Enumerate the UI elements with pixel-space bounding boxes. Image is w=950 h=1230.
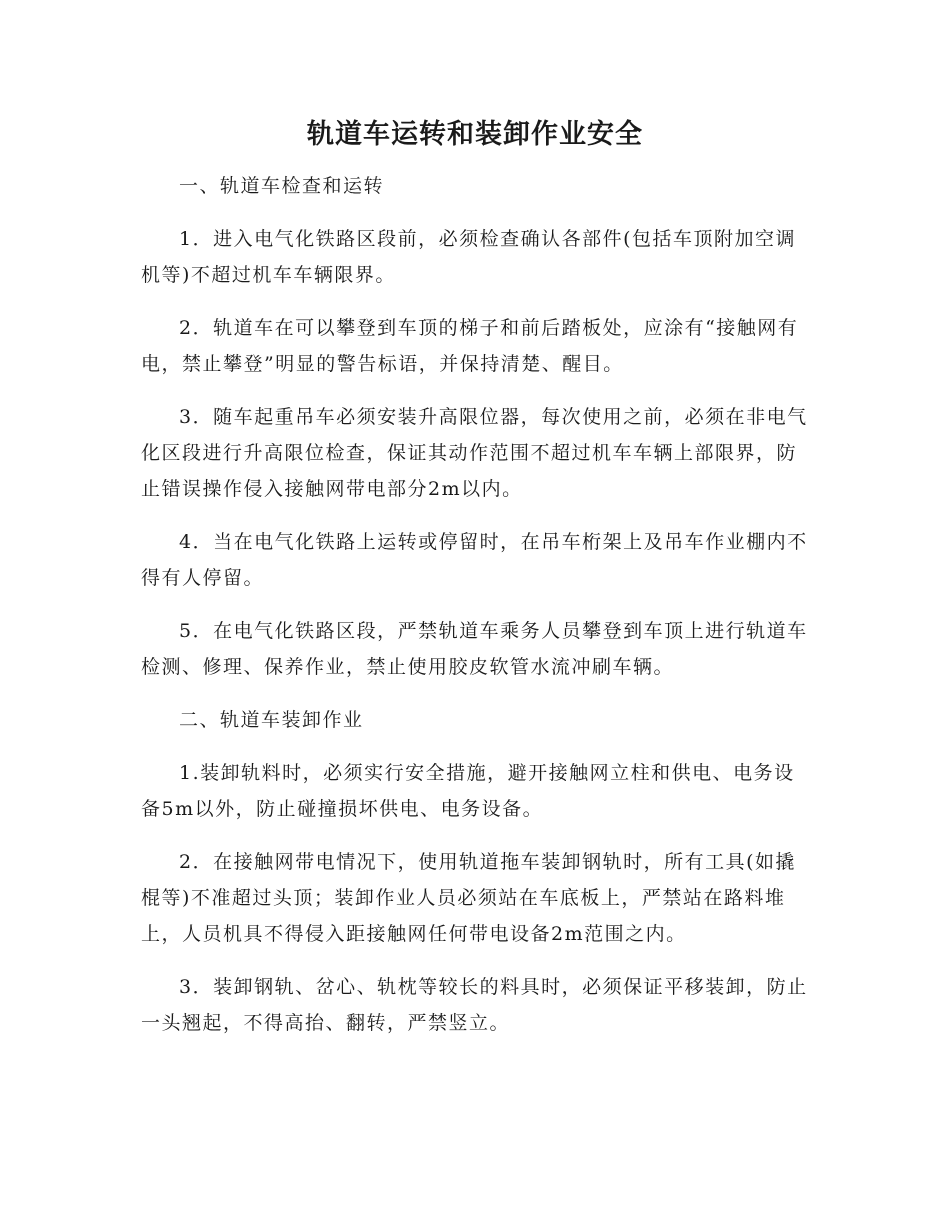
document-body xyxy=(141,168,811,1058)
paragraph-2-2: 2．在接触网带电情况下，使用轨道拖车装卸钢轨时，所有工具(如撬棍等)不准超过头顶；装卸作业人员必须站在车底板上，严禁站在路料堆上，人员机具不得侵入距接触网任何带电设备2m范围之内。 xyxy=(141,851,797,945)
paragraph-1-3: 3．随车起重吊车必须安装升高限位器，每次使用之前，必须在非电气化区段进行升高限位检查，保证其动作范围不超过机车车辆上部限界，防止错误操作侵入接触网带电部分2m以内。 xyxy=(141,406,808,500)
paragraph-1-2: 2．轨道车在可以攀登到车顶的梯子和前后踏板处，应涂有“接触网有电，禁止攀登”明显的警告标语，并保持清楚、醒目。 xyxy=(141,317,799,375)
paragraph-1-4: 4．当在电气化铁路上运转或停留时，在吊车桁架上及吊车作业棚内不得有人停留。 xyxy=(141,531,808,589)
paragraph-2-3: 3．装卸钢轨、岔心、轨枕等较长的料具时，必须保证平移装卸，防止一头翘起，不得高抬、翻转，严禁竖立。 xyxy=(141,976,808,1034)
document-title: 轨道车运转和装卸作业安全 xyxy=(307,119,643,150)
section-heading-loading: 二、轨道车装卸作业 xyxy=(179,709,364,731)
paragraph-2-1: 1.装卸轨料时，必须实行安全措施，避开接触网立柱和供电、电务设备5m以外，防止碰撞损坏供电、电务设备。 xyxy=(141,762,795,820)
paragraph-1-5: 5．在电气化铁路区段，严禁轨道车乘务人员攀登到车顶上进行轨道车检测、修理、保养作业，禁止使用胶皮软管水流冲刷车辆。 xyxy=(141,620,808,678)
section-heading-inspection: 一、轨道车检查和运转 xyxy=(179,175,385,197)
paragraph-1-1: 1．进入电气化铁路区段前，必须检查确认各部件(包括车顶附加空调机等)不超过机车车辆限界。 xyxy=(141,228,797,286)
